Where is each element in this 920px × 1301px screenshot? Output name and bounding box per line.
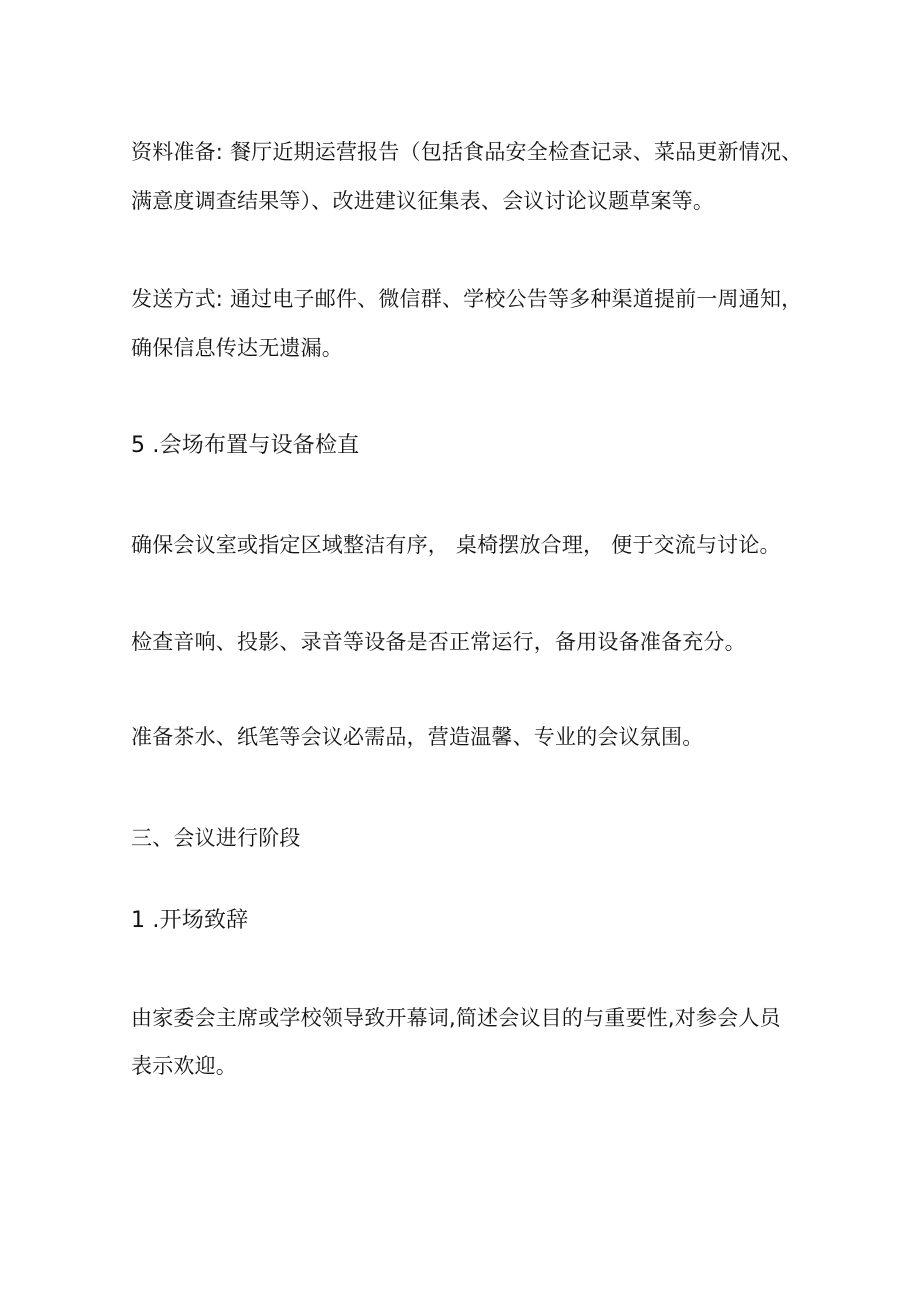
materials-line-1: 资料准备: 餐厅近期运营报告（包括食品安全检查记录、菜品更新情况、 <box>131 140 803 164</box>
opening-line-2: 表示欢迎。 <box>131 1054 237 1078</box>
supplies-paragraph: 准备茶水、纸笔等会议必需品，营造温馨、专业的会议氛围。 <box>131 725 704 749</box>
materials-line-2: 满意度调查结果等）、改进建议征集表、会议讨论议题草案等。 <box>131 189 715 213</box>
section-heading-1: 1 .开场致辞 <box>131 908 249 933</box>
opening-line-1: 由家委会主席或学校领导致开幕词,简述会议目的与重要性,对参会人员 <box>131 1006 781 1030</box>
equipment-paragraph: 检查音响、投影、录音等设备是否正常运行，备用设备准备充分。 <box>131 630 746 654</box>
delivery-line-1: 发送方式: 通过电子邮件、微信群、学校公告等多种渠道提前一周通知， <box>131 287 803 311</box>
delivery-line-2: 确保信息传达无遗漏。 <box>131 336 343 360</box>
venue-paragraph: 确保会议室或指定区域整洁有序， 桌椅摆放合理， 便于交流与讨论。 <box>131 533 781 557</box>
section-heading-5: 5 .会场布置与设备检直 <box>131 433 360 458</box>
section-heading-3: 三、会议进行阶段 <box>131 826 301 850</box>
